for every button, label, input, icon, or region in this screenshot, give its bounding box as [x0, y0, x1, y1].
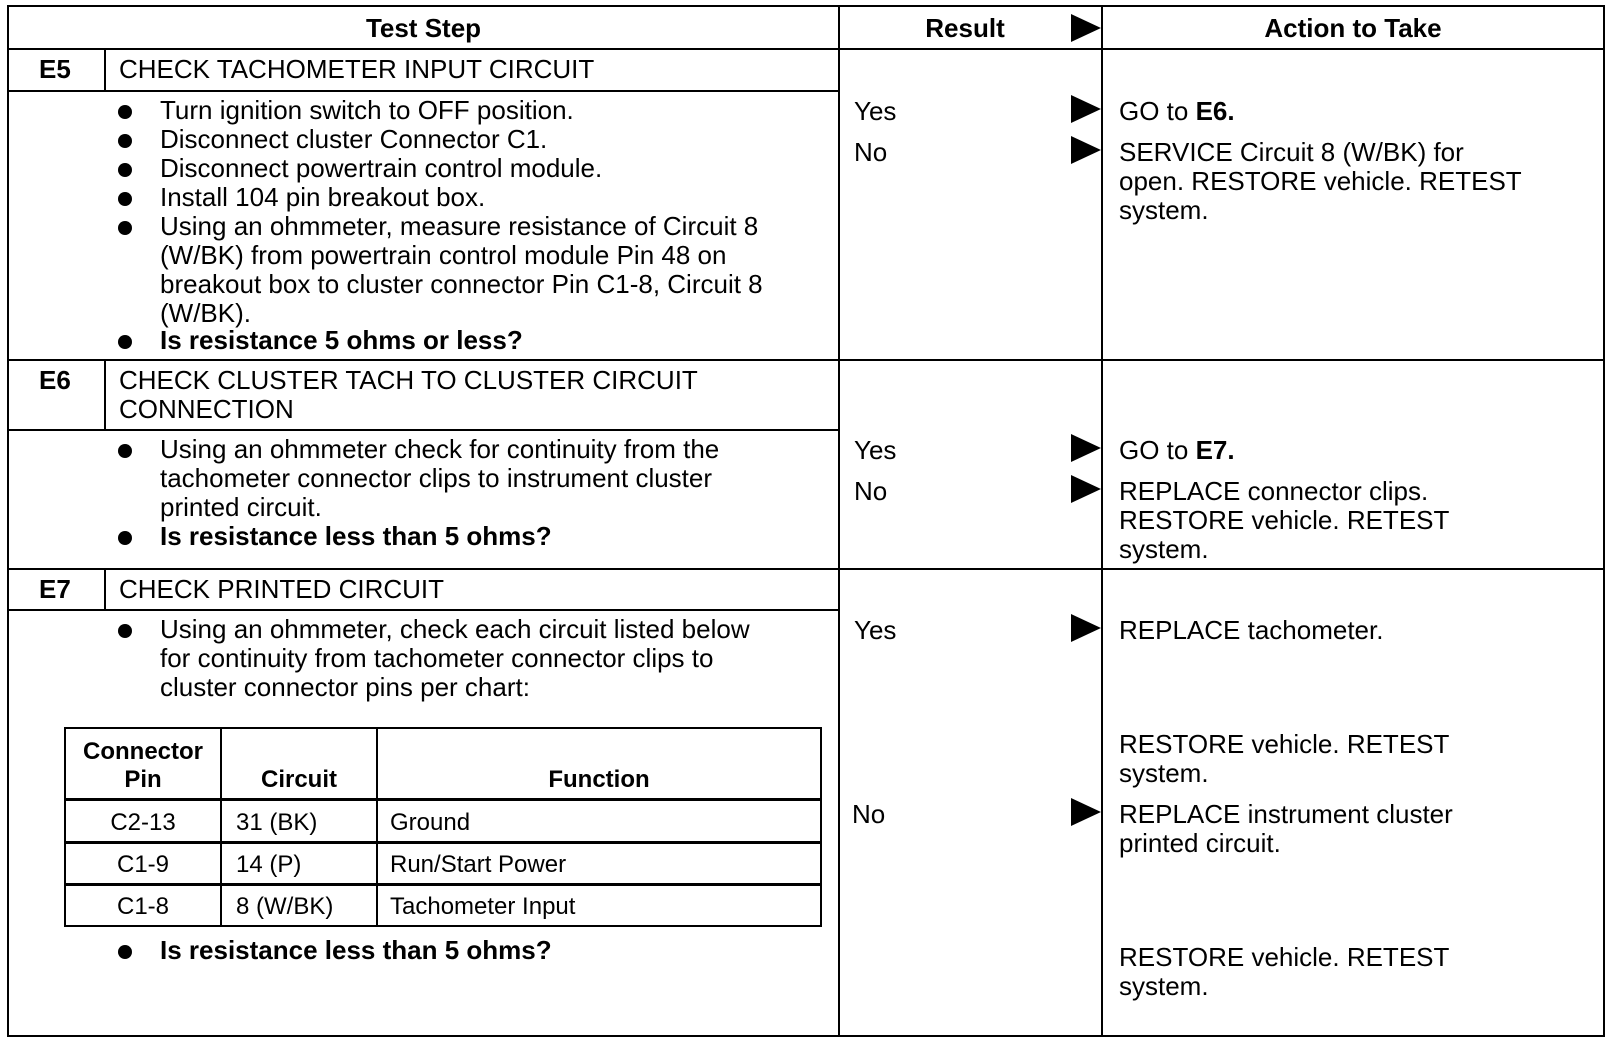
action-text: RESTORE vehicle. RETEST [1119, 942, 1450, 972]
action-text: REPLACE tachometer. [1119, 615, 1384, 645]
bullet-text: Disconnect powertrain control module. [160, 153, 603, 183]
bullet-text: Disconnect cluster Connector C1. [160, 124, 548, 154]
bullet-text: Turn ignition switch to OFF position. [160, 95, 574, 125]
divider [9, 609, 840, 611]
arrow-icon [1071, 14, 1101, 42]
bullet-text: Using an ohmmeter check for continuity from the [160, 434, 720, 464]
header-action: Action to Take [1264, 13, 1442, 43]
divider [9, 48, 1603, 50]
pin-header-circuit: Circuit [260, 766, 337, 793]
arrow-icon [1071, 614, 1101, 642]
bullet-text: breakout box to cluster connector Pin C1-8, Circuit 8 [160, 269, 763, 299]
result-yes: Yes [854, 96, 897, 126]
arrow-icon [1071, 475, 1101, 503]
divider [9, 429, 840, 431]
divider [66, 841, 820, 844]
step-title: CHECK TACHOMETER INPUT CIRCUIT [119, 54, 595, 84]
circuit-cell: 14 (P) [236, 851, 302, 878]
bullet-icon [118, 624, 132, 638]
pin-cell: C1-9 [116, 851, 170, 878]
result-no: No [854, 476, 888, 506]
bullet-icon [118, 335, 132, 349]
bullet-icon [118, 531, 132, 545]
step-question: Is resistance less than 5 ohms? [160, 935, 552, 965]
pin-chart [64, 727, 822, 927]
action-text: GO to E6. [1119, 96, 1235, 126]
divider [9, 359, 1603, 361]
header-result: Result [925, 13, 1005, 43]
bullet-icon [118, 945, 132, 959]
divider [376, 729, 378, 925]
arrow-icon [1071, 136, 1101, 164]
divider [9, 90, 840, 92]
bullet-icon [118, 444, 132, 458]
action-text: system. [1119, 195, 1209, 225]
circuit-cell: 31 (BK) [236, 809, 318, 836]
action-text: REPLACE instrument cluster [1119, 799, 1453, 829]
bullet-text: for continuity from tachometer connector clips to [160, 643, 714, 673]
step-id: E5 [39, 54, 71, 84]
result-yes: Yes [854, 615, 897, 645]
result-no: No [852, 799, 886, 829]
bullet-icon [118, 134, 132, 148]
bullet-icon [118, 105, 132, 119]
bullet-icon [118, 221, 132, 235]
bullet-text: Using an ohmmeter, check each circuit listed below [160, 614, 750, 644]
result-no: No [854, 137, 888, 167]
header-test-step: Test Step [365, 13, 482, 43]
step-title: CHECK CLUSTER TACH TO CLUSTER CIRCUIT [119, 365, 698, 395]
arrow-icon [1071, 798, 1101, 826]
divider [66, 883, 820, 886]
result-yes: Yes [854, 435, 897, 465]
action-text: RESTORE vehicle. RETEST [1119, 729, 1450, 759]
pin-header-function: Function [548, 766, 650, 793]
step-question: Is resistance less than 5 ohms? [160, 521, 552, 551]
action-text: system. [1119, 971, 1209, 1001]
bullet-text: (W/BK) from powertrain control module Pin 48 on [160, 240, 727, 270]
step-title: CHECK PRINTED CIRCUIT [119, 574, 445, 604]
function-cell: Ground [390, 809, 471, 836]
bullet-text: Using an ohmmeter, measure resistance of Circuit 8 [160, 211, 759, 241]
pin-cell: C1-8 [116, 893, 170, 920]
divider [104, 359, 106, 431]
divider [104, 568, 106, 611]
diagnostic-table [7, 5, 1605, 1037]
bullet-text: tachometer connector clips to instrument cluster [160, 463, 713, 493]
divider [9, 568, 1603, 570]
bullet-icon [118, 163, 132, 177]
action-text: open. RESTORE vehicle. RETEST [1119, 166, 1522, 196]
action-text: system. [1119, 534, 1209, 564]
action-text: GO to E7. [1119, 435, 1235, 465]
action-text: REPLACE connector clips. [1119, 476, 1429, 506]
function-cell: Run/Start Power [390, 851, 567, 878]
function-cell: Tachometer Input [390, 893, 576, 920]
divider [838, 7, 840, 1035]
action-text: system. [1119, 758, 1209, 788]
bullet-text: (W/BK). [160, 298, 251, 328]
step-id: E6 [39, 365, 71, 395]
bullet-text: Install 104 pin breakout box. [160, 182, 486, 212]
bullet-icon [118, 192, 132, 206]
step-id: E7 [39, 574, 71, 604]
step-title: CONNECTION [119, 394, 294, 424]
action-text: SERVICE Circuit 8 (W/BK) for [1119, 137, 1464, 167]
action-text: printed circuit. [1119, 828, 1281, 858]
bullet-text: printed circuit. [160, 492, 322, 522]
bullet-text: cluster connector pins per chart: [160, 672, 530, 702]
step-question: Is resistance 5 ohms or less? [160, 325, 523, 355]
divider [104, 48, 106, 91]
pin-header-pin: Pin [124, 766, 162, 793]
action-text: RESTORE vehicle. RETEST [1119, 505, 1450, 535]
divider [66, 798, 820, 801]
arrow-icon [1071, 434, 1101, 462]
arrow-icon [1071, 95, 1101, 123]
divider [220, 729, 222, 925]
pin-header-connector: Connector [83, 738, 203, 765]
divider [1101, 7, 1103, 1035]
pin-cell: C2-13 [110, 809, 176, 836]
circuit-cell: 8 (W/BK) [236, 893, 334, 920]
